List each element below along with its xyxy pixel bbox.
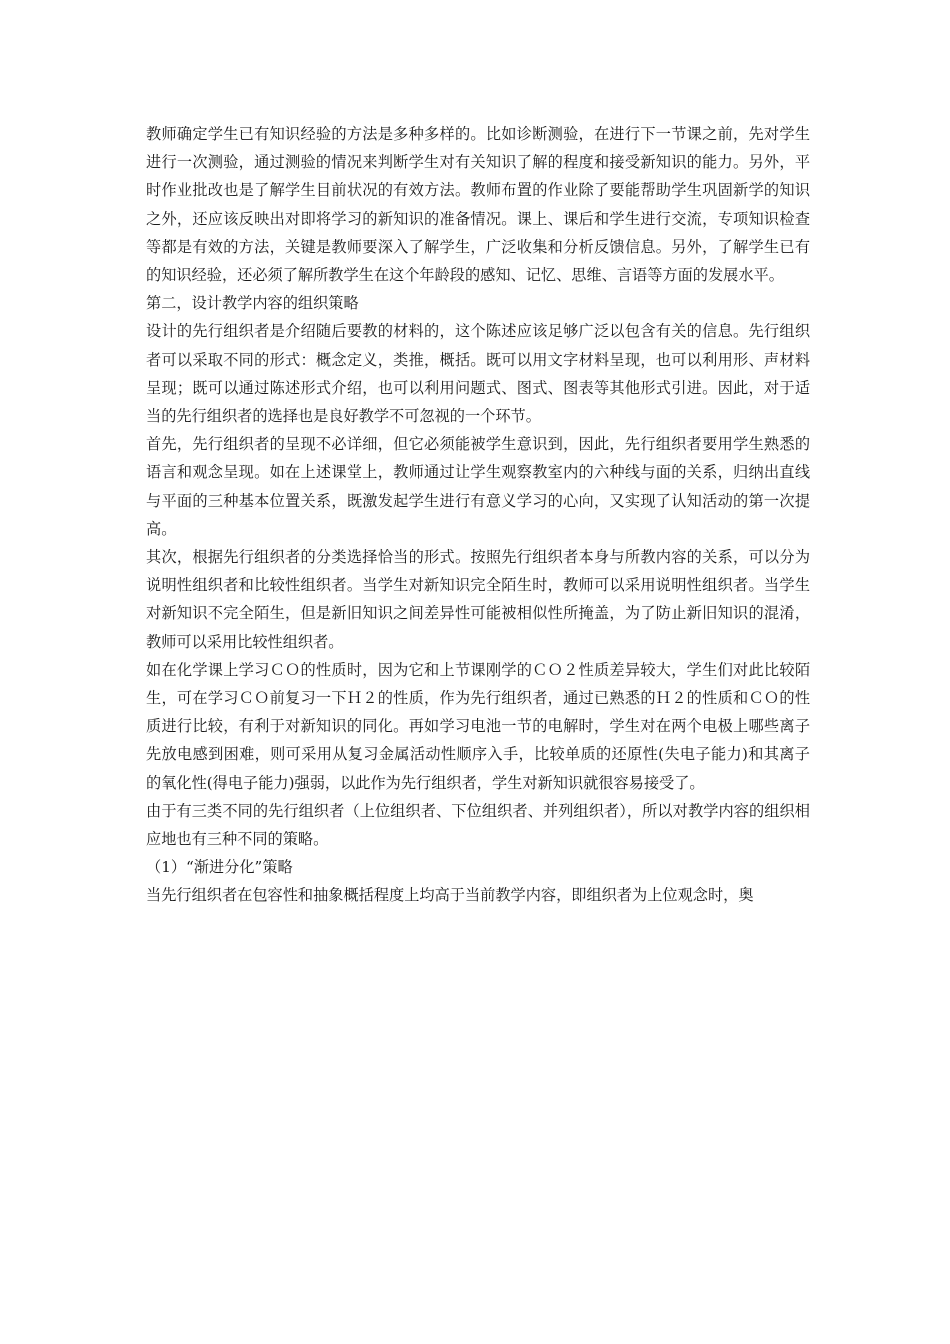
paragraph-chemistry-example: 如在化学课上学习ＣＯ的性质时，因为它和上节课刚学的ＣＯ２性质差异较大，学生们对此比较陌生，可在学习ＣＯ前复习一下Ｈ２的性质，作为先行组织者，通过已熟悉的Ｈ２的性质和ＣＯ的性质进行比较，有利于对新知识的同化。再如学习电池一节的电解时，学生对在两个电极上哪些离子先放电感到困难，则可采用从复习金属活动性顺序入手，比较单质的还原性(失电子能力)和其离子的氧化性(得电子能力)强弱，以此作为先行组织者，学生对新知识就很容易接受了。 [146, 660, 810, 792]
section-heading-second: 第二，设计教学内容的组织策略 [146, 294, 359, 313]
document-body [146, 120, 810, 910]
paragraph-second-classification: 其次，根据先行组织者的分类选择恰当的形式。按照先行组织者本身与所教内容的关系，可以分为说明性组织者和比较性组织者。当学生对新知识完全陌生时，教师可以采用说明性组织者。当学生对新知识不完全陌生，但是新旧知识之间差异性可能被相似性所掩盖，为了防止新旧知识的混淆，教师可以采用比较性组织者。 [146, 548, 810, 651]
paragraph-organizer-design: 设计的先行组织者是介绍随后要教的材料的，这个陈述应该足够广泛以包含有关的信息。先行组织者可以采取不同的形式：概念定义，类推，概括。既可以用文字材料呈现，也可以利用形、声材料呈现；既可以通过陈述形式介绍，也可以利用问题式、图式、图表等其他形式引进。因此，对于适当的先行组织者的选择也是良好教学不可忽视的一个环节。 [146, 322, 810, 426]
paragraph-progressive-start: 当先行组织者在包容性和抽象概括程度上均高于当前教学内容，即组织者为上位观念时，奥 [146, 886, 754, 905]
paragraph-three-strategies: 由于有三类不同的先行组织者（上位组织者、下位组织者、并列组织者），所以对教学内容的组织相应地也有三种不同的策略。 [146, 801, 810, 849]
paragraph-first-presentation: 首先，先行组织者的呈现不必详细，但它必须能被学生意识到，因此，先行组织者要用学生熟悉的语言和观念呈现。如在上述课堂上，教师通过让学生观察教室内的六种线与面的关系，归纳出直线与平面的三种基本位置关系，既激发起学生进行有意义学习的心向，又实现了认知活动的第一次提高。 [146, 435, 810, 538]
paragraph-knowledge-assessment: 教师确定学生已有知识经验的方法是多种多样的。比如诊断测验，在进行下一节课之前，先对学生进行一次测验，通过测验的情况来判断学生对有关知识了解的程度和接受新知识的能力。另外，平时作业批改也是了解学生目前状况的有效方法。教师布置的作业除了要能帮助学生巩固新学的知识之外，还应该反映出对即将学习的新知识的准备情况。课上、课后和学生进行交流，专项知识检查等都是有效的方法，关键是教师要深入了解学生，广泛收集和分析反馈信息。另外，了解学生已有的知识经验，还必须了解所教学生在这个年龄段的感知、记忆、思维、言语等方面的发展水平。 [146, 125, 810, 285]
subheading-progressive-differentiation: （1）“渐进分化”策略 [146, 858, 293, 877]
